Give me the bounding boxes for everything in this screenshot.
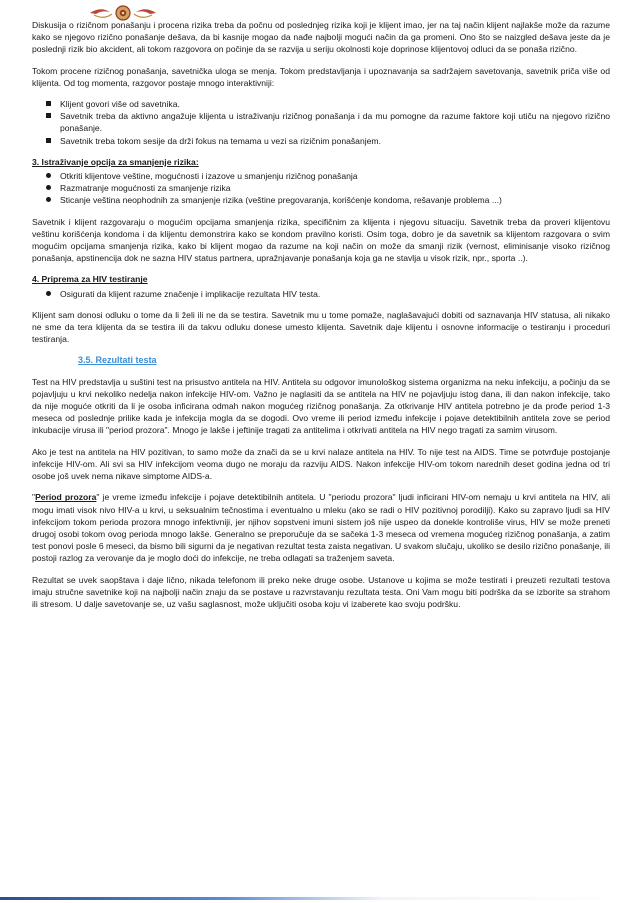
footer-divider xyxy=(0,897,638,900)
paragraph-window-period xyxy=(32,491,610,564)
paragraph-result-delivery: Rezultat se uvek saopštava i daje lično, nikada telefonom ili preko neke druge osobe. Ustanove u kojima se može testirati i preuzeti rezultati testova imaju stručne savetnike koji na najbolji način znaju da se postave u razvrstavanju rezultata testa. Oni Vam mogu biti podrška da se izborite sa strahom ili stresom. U dalje savetovanje se, uz vašu saglasnost, može uključiti osoba koju vi izaberete kao svoju podršku. xyxy=(32,574,610,609)
list-item: Klijent govori više od savetnika. xyxy=(32,98,610,110)
paragraph-client-decision: Klijent sam donosi odluku o tome da li želi ili ne da se testira. Savetnik mu u tome pomaže, naglašavajući dobiti od saznavanja HIV statusa, ali nikako ne sme da tera klijenta da se testira ili da takvu odluku donese umesto klijenta. Savetnik daje klijentu i osnovne informacije o testiranju i proceduri testiranja. xyxy=(32,309,610,345)
paragraph-positive-result: Ako je test na antitela na HIV pozitivan, to samo može da znači da se u krvi nalaze antitela na HIV. To nije test na AIDS. Time se potvrđuje postojanje infekcije HIV-om. Ali svi sa HIV infekcijom veoma dugo ne moraju da razviju AIDS. Nakon infekcije HIV-om tokom narednih deset godina jedna od tri osobe još uvek nema nikave simptome AIDS-a. xyxy=(32,446,610,482)
list-item: Savetnik treba da aktivno angažuje klijenta u istraživanju rizičnog ponašanja i da mu pomogne da razume faktore koji utiču na njegovo rizično ponašanje. xyxy=(32,110,610,134)
open-quote: " xyxy=(32,492,36,503)
risk-reduction-list xyxy=(32,170,610,207)
paragraph-risk-assessment: Tokom procene rizičnog ponašanja, savetnička uloga se menja. Tokom predstavljanja i upoznavanja sa sadržajem savetovanja, savetnik priča više od klijenta. Od tog momenta, razgovor postaje mnogo interaktivniji: xyxy=(32,65,610,88)
paragraph-risk-options: Savetnik i klijent razgovaraju o mogućim opcijama smanjenja rizika, specifičnim za klijenta i njegovu situaciju. Savetnik treba da proveri klijentovu veštinu korišćenja kondoma i da klijentu demonstrira kako se kondom pravilno koristi. Osim toga, dobro je da savetnik sa klijentom razgovara o svim mogućim opcijama smanjenja rizika, kako bi klijent mogao da razume na koji način on može da smanji rizik (vernost, eliminisanje visoko rizičnog ponašanja, apstinencija dok ne sazna HIV status partnera, upražnjavanje ponašanja koja ga ne stavlja u visok rizik, npr., sporta ..). xyxy=(32,216,610,264)
list-item: Savetnik treba tokom sesije da drži fokus na temama u vezi sa rizičnim ponašanjem. xyxy=(32,135,610,147)
heading-risk-reduction-options: 3. Istraživanje opcija za smanjenje rizika: xyxy=(32,156,199,167)
list-item: Otkriti klijentove veštine, mogućnosti i izazove u smanjenju rizičnog ponašanja xyxy=(32,170,610,182)
paragraph-hiv-antibody-test: Test na HIV predstavlja u suštini test na prisustvo antitela na HIV. Antitela su odgovor imunološkog sistema organizma na neku infekciju, a počinju da se pojavljuju u krvi nekoliko nedelja nakon infekcije HIV-om. Važno je naglasiti da se antitela na HIV ne pojavljuju istog dana, ili dan nakon infekcije, tako da nije moguće otkriti da li je osoba inficirana odmah nakon mogućeg rizičnog ponašanja. Za otkrivanje HIV antitela potrebno je da prođe period 1-3 meseca od poslednje prilike kada je infekcija mogla da se dogodi. Ovo vreme ili period između infekcije i pojave detektibilnih antitela zove se period inkubacije virusa ili "period prozora". Mnogo je lakše i jeftinije tragati za antitelima i otkrivati antitela na HIV nego tragati za samim virusom. xyxy=(32,376,610,436)
section-title-test-results: 3.5. Rezultati testa xyxy=(78,355,157,366)
document-page xyxy=(32,19,610,619)
heading-hiv-test-preparation: 4. Priprema za HIV testiranje xyxy=(32,274,148,285)
list-item: Osigurati da klijent razume značenje i implikacije rezultata HIV testa. xyxy=(32,288,610,300)
list-item: Razmatranje mogućnosti za smanjenje rizika xyxy=(32,182,610,194)
window-period-text: " je vreme između infekcije i pojave detektibilnih antitela. U "periodu prozora" ljudi inficirani HIV-om nemaju u krvi antitela na HIV, ali mogu imati visok nivo HIV-a u krvi, u seksualnim tečnostima i eventualno u mleku (ako se radi o HIV pozitivnoj porodilji). Kako su zapravo ljudi sa HIV infekcijom tokom perioda prozora mnogo infektivniji, jer njihov sopstveni imuni sistem još nije uspeo da donekle kontroliše virus, HIV se može preneti drugoj osobi tokom ovog perioda mnogo lakše. Generalno se preporučuje da se sačeka 1-3 meseca od vremena mogućeg rizičnog ponašanja, a zatim test ponovi posle 6 meseci, da bismo bili sigurni da je negativan rezultat testa zaista negativan. U svakom slučaju, ukoliko se desilo rizično ponašanje, ili postoji razlog za verovanje da je moglo doći do infekcije, ne treba odlagati sa traženjem saveta. xyxy=(32,492,610,564)
term-window-period: Period prozora xyxy=(35,492,97,503)
test-preparation-list xyxy=(32,288,610,300)
interactive-list xyxy=(32,98,610,147)
paragraph-risk-discussion: Diskusija o rizičnom ponašanju i procena rizika treba da počnu od poslednjeg rizika koji je klijent imao, jer na taj način klijent najlakše može da razume kako se njegovo rizično ponašanje dešava, da bi kasnije mogao da nađe najbolji mogući način da ga promeni. Ono što se naizgled dešava jeste da je poslednji rizik bio akcident, ali tokom razgovora on počinje da se razvija u seriju okolnosti koje doprinose klijentovoj odluci da se ponaša rizično. xyxy=(32,20,610,55)
list-item: Sticanje veština neophodnih za smanjenje rizika (veštine pregovaranja, korišćenje kondoma, rešavanje problema ...) xyxy=(32,194,610,206)
